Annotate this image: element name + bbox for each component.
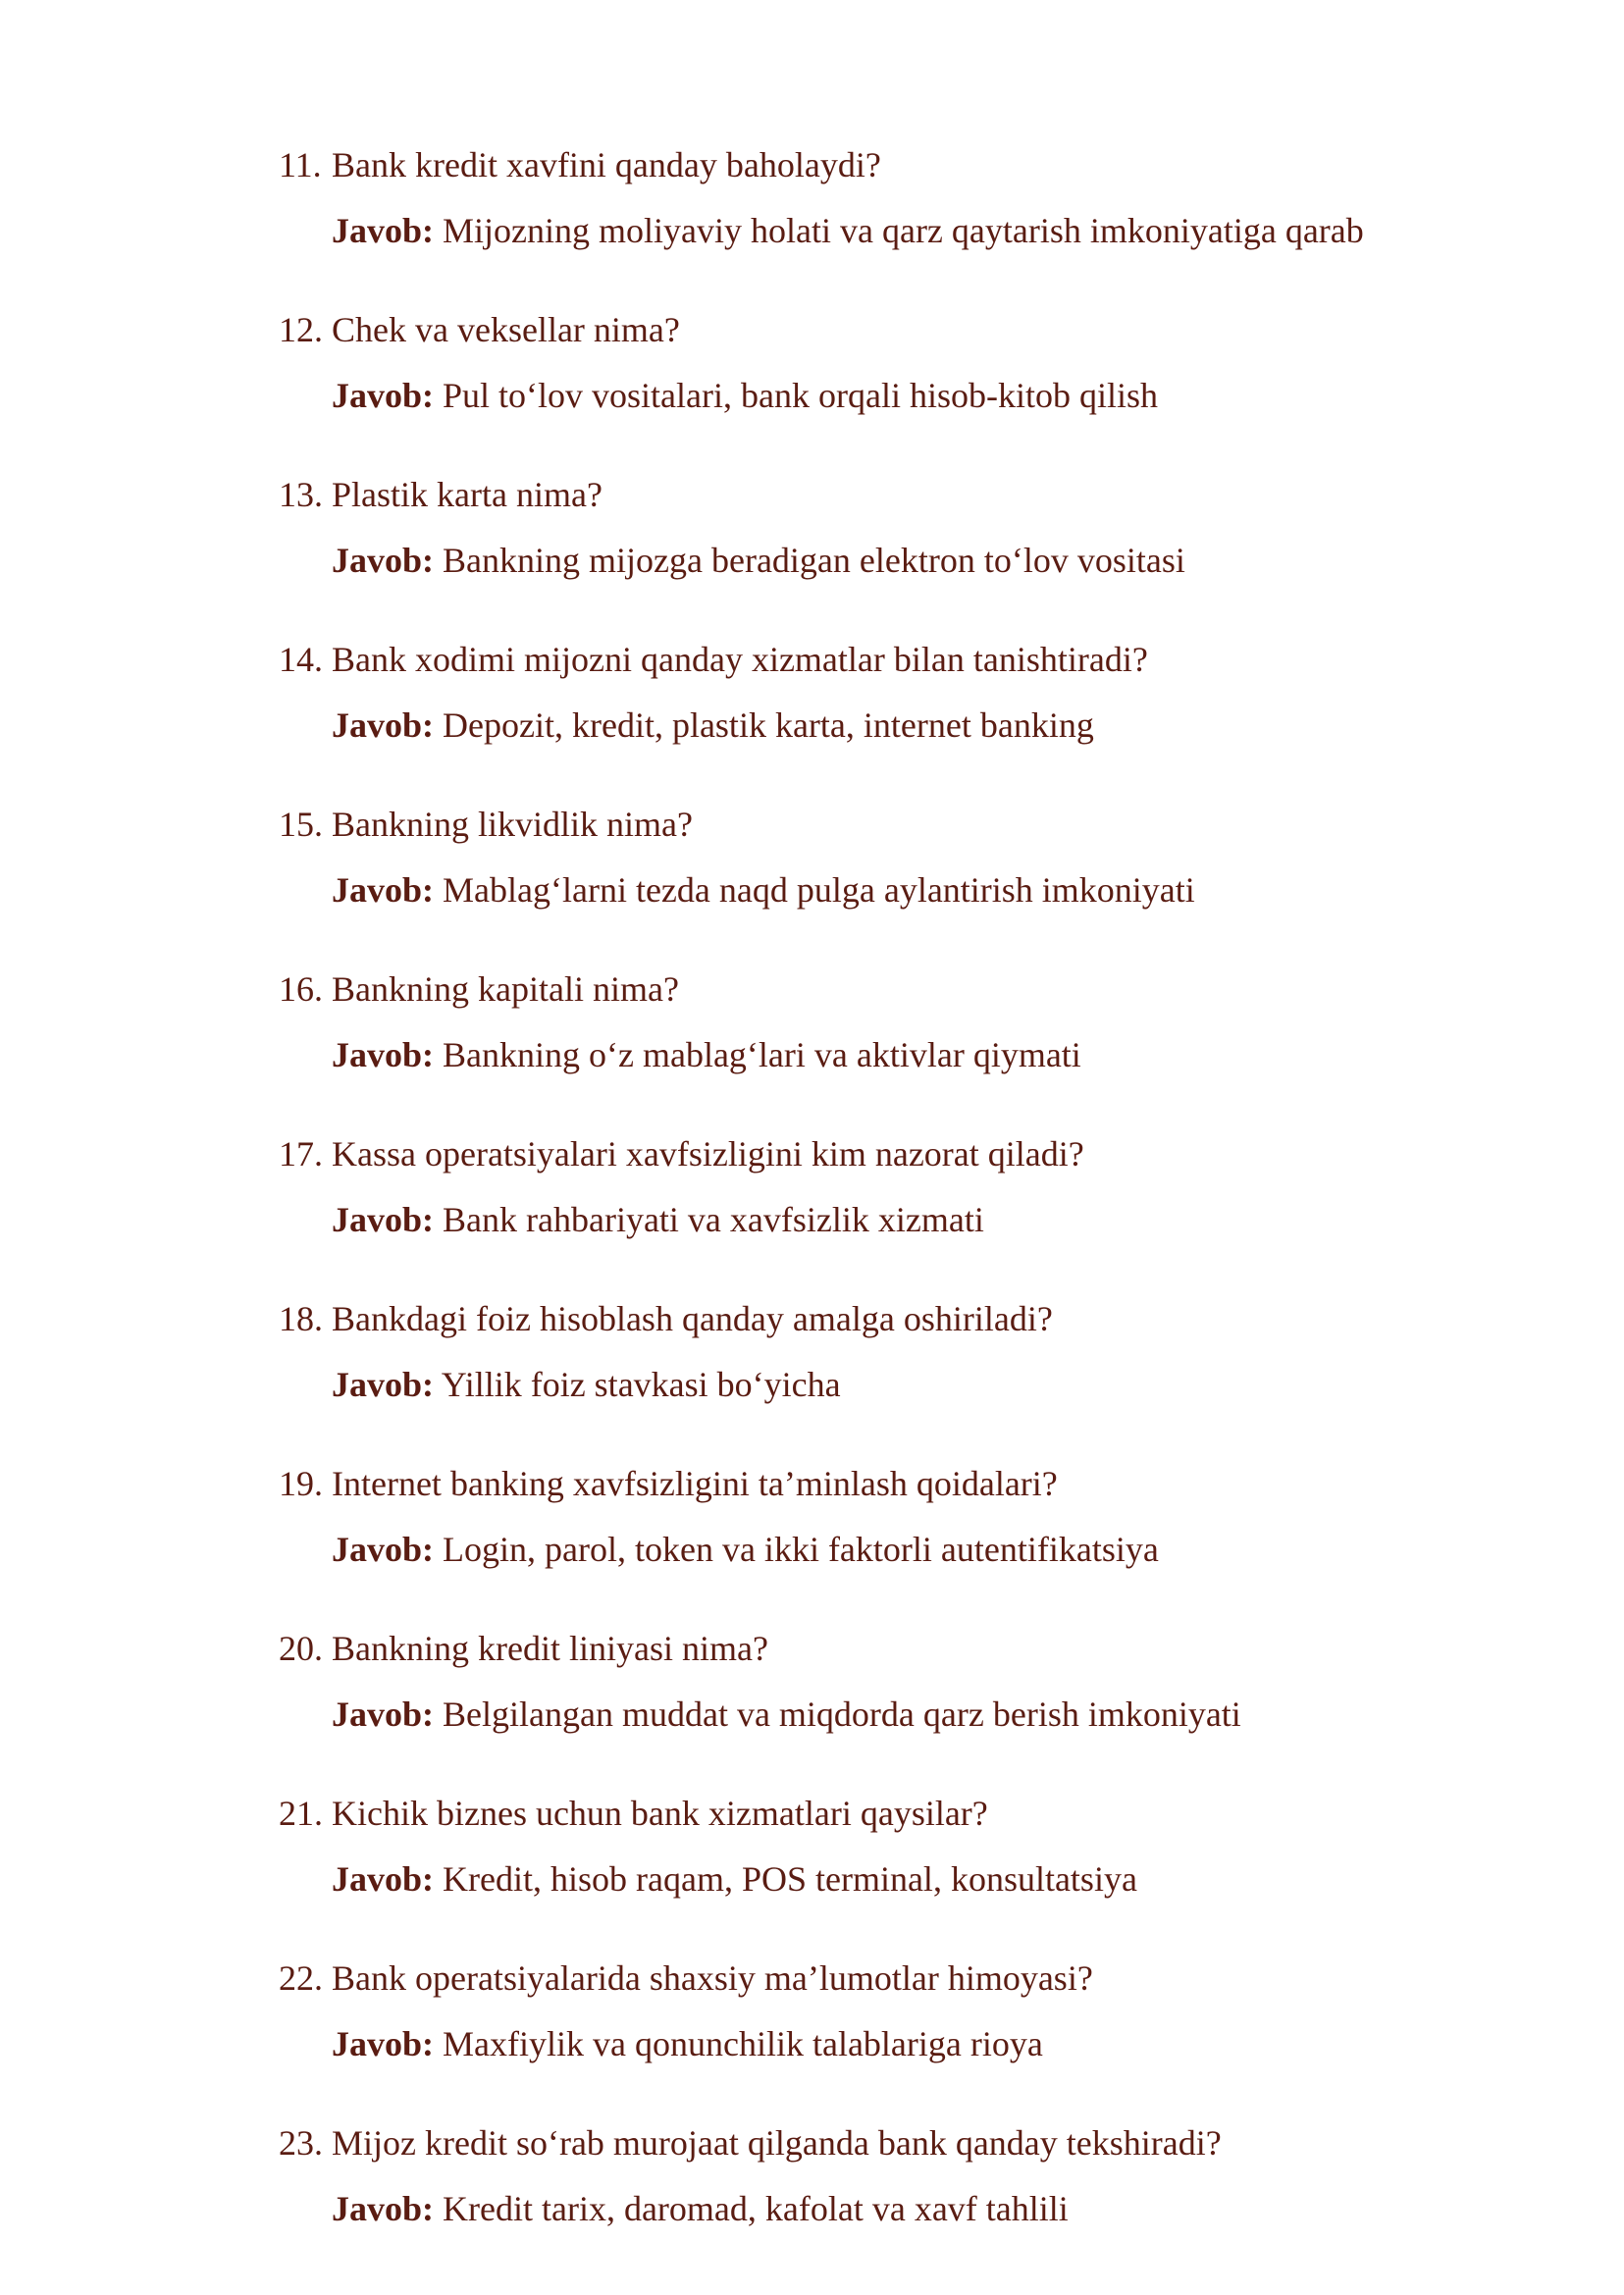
answer-label: Javob: (332, 376, 435, 415)
question-number: 15. (279, 805, 323, 844)
answer-label: Javob: (332, 1530, 435, 1569)
qa-item (279, 960, 1535, 1124)
question (279, 1784, 988, 1843)
question-number: 20. (279, 1629, 323, 1668)
question-text: Bankdagi foiz hisoblash qanday amalga oshiriladi? (332, 1299, 1053, 1338)
qa-item (279, 2113, 1535, 2278)
qa-item (279, 795, 1535, 960)
question (279, 630, 1148, 689)
question-text: Chek va veksellar nima? (332, 310, 680, 349)
answer (332, 1355, 841, 1414)
question (279, 2113, 1222, 2172)
question-text: Bankning kapitali nima? (332, 969, 679, 1009)
answer-label: Javob: (332, 1365, 435, 1404)
question-number: 14. (279, 640, 323, 679)
answer (332, 201, 1364, 260)
answer-text: Kredit, hisob raqam, POS terminal, konsultatsiya (443, 1859, 1137, 1899)
qa-list (279, 135, 1535, 2278)
answer (332, 1025, 1081, 1084)
answer-label: Javob: (332, 541, 435, 580)
qa-item (279, 630, 1535, 795)
qa-item (279, 1784, 1535, 1949)
answer-text: Bankning mijozga beradigan elektron to‘lov vositasi (443, 541, 1185, 580)
answer (332, 366, 1158, 425)
answer-text: Mijozning moliyaviy holati va qarz qaytarish imkoniyatiga qarab (443, 211, 1364, 250)
question-text: Kassa operatsiyalari xavfsizligini kim nazorat qiladi? (332, 1134, 1084, 1174)
answer-text: Kredit tarix, daromad, kafolat va xavf tahlili (443, 2189, 1069, 2228)
question (279, 1454, 1058, 1513)
question (279, 960, 679, 1018)
answer-text: Login, parol, token va ikki faktorli autentifikatsiya (443, 1530, 1159, 1569)
question-text: Mijoz kredit so‘rab murojaat qilganda bank qanday tekshiradi? (332, 2123, 1222, 2163)
answer (332, 696, 1094, 755)
question-text: Bankning likvidlik nima? (332, 805, 693, 844)
answer-label: Javob: (332, 870, 435, 910)
question (279, 795, 693, 854)
question-number: 18. (279, 1299, 323, 1338)
question (279, 135, 881, 194)
question (279, 300, 680, 359)
answer (332, 1850, 1137, 1908)
answer (332, 1685, 1241, 1744)
answer-text: Belgilangan muddat va miqdorda qarz berish imkoniyati (443, 1695, 1241, 1734)
answer (332, 1520, 1159, 1579)
question-number: 17. (279, 1134, 323, 1174)
answer-label: Javob: (332, 1200, 435, 1239)
answer-label: Javob: (332, 705, 435, 745)
answer-label: Javob: (332, 211, 435, 250)
answer-text: Maxfiylik va qonunchilik talablariga rioya (443, 2024, 1043, 2063)
qa-item (279, 135, 1535, 300)
question-number: 13. (279, 475, 323, 514)
qa-item (279, 1289, 1535, 1454)
qa-item (279, 1124, 1535, 1289)
question-number: 21. (279, 1794, 323, 1833)
answer-label: Javob: (332, 1859, 435, 1899)
answer (332, 2179, 1069, 2238)
question-number: 22. (279, 1958, 323, 1998)
question-text: Bank xodimi mijozni qanday xizmatlar bilan tanishtiradi? (332, 640, 1148, 679)
qa-item (279, 465, 1535, 630)
answer-label: Javob: (332, 1035, 435, 1074)
question (279, 465, 602, 524)
question-text: Bankning kredit liniyasi nima? (332, 1629, 768, 1668)
answer (332, 531, 1185, 590)
answer (332, 1190, 984, 1249)
answer-text: Mablag‘larni tezda naqd pulga aylantirish imkoniyati (443, 870, 1195, 910)
answer-text: Bank rahbariyati va xavfsizlik xizmati (443, 1200, 984, 1239)
answer-label: Javob: (332, 2189, 435, 2228)
question-text: Kichik biznes uchun bank xizmatlari qaysilar? (332, 1794, 988, 1833)
answer (332, 861, 1195, 919)
answer-label: Javob: (332, 2024, 435, 2063)
answer-text: Depozit, kredit, plastik karta, internet banking (443, 705, 1094, 745)
question-number: 12. (279, 310, 323, 349)
question-text: Bank operatsiyalarida shaxsiy ma’lumotlar himoyasi? (332, 1958, 1093, 1998)
question-number: 16. (279, 969, 323, 1009)
question-number: 19. (279, 1464, 323, 1503)
answer-text: Yillik foiz stavkasi bo‘yicha (441, 1365, 841, 1404)
question (279, 1619, 768, 1678)
qa-item (279, 300, 1535, 465)
answer (332, 2014, 1043, 2073)
question-text: Internet banking xavfsizligini ta’minlash qoidalari? (332, 1464, 1058, 1503)
question-text: Plastik karta nima? (332, 475, 602, 514)
qa-item (279, 1949, 1535, 2113)
question-text: Bank kredit xavfini qanday baholaydi? (332, 145, 881, 184)
question-number: 11. (279, 145, 322, 184)
qa-item (279, 1454, 1535, 1619)
question-number: 23. (279, 2123, 323, 2163)
qa-item (279, 1619, 1535, 1784)
question (279, 1949, 1093, 2008)
question (279, 1289, 1053, 1348)
answer-label: Javob: (332, 1695, 435, 1734)
answer-text: Pul to‘lov vositalari, bank orqali hisob-kitob qilish (443, 376, 1158, 415)
answer-text: Bankning o‘z mablag‘lari va aktivlar qiymati (443, 1035, 1081, 1074)
question (279, 1124, 1084, 1183)
